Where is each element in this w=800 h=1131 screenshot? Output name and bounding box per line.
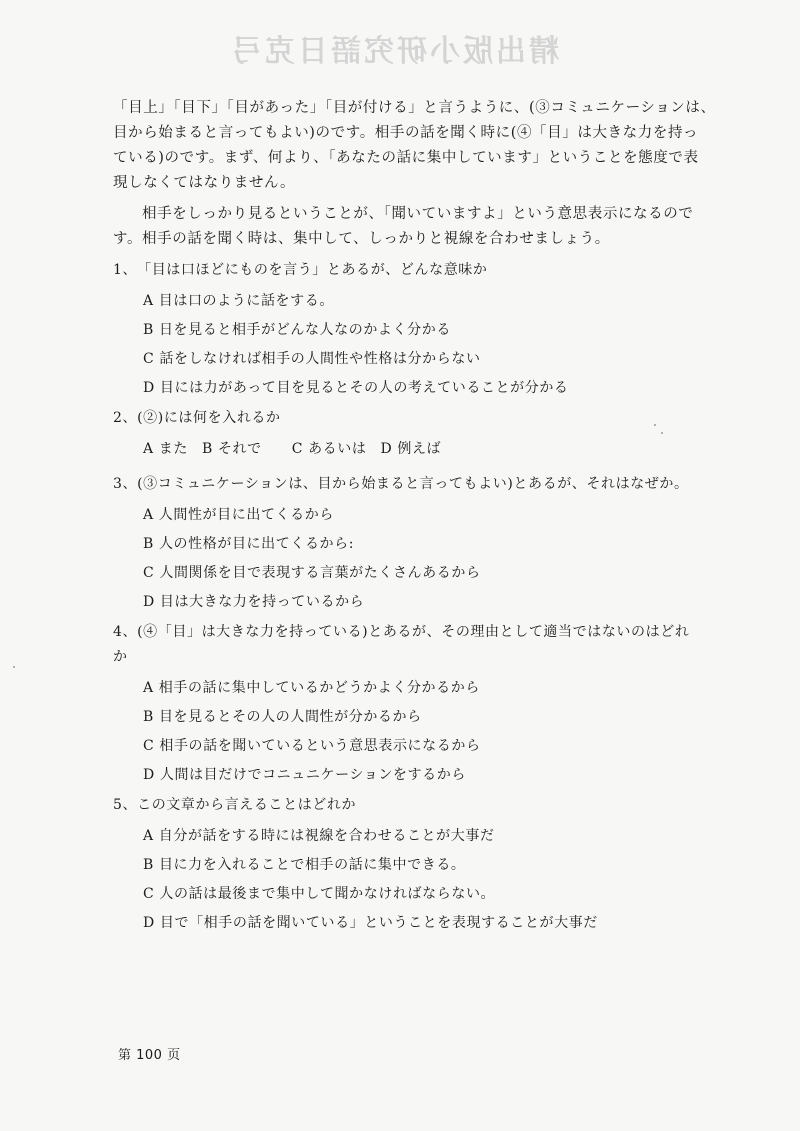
answer-option: B 目を見るとその人の人間性が分かるから [143, 709, 422, 725]
answer-options [143, 437, 679, 466]
answer-option: B 目に力を入れることで相手の話に集中できる。 [143, 857, 466, 873]
question-text: この文章から言えることはどれか [137, 797, 357, 813]
question-text: (③コミュニケーションは、目から始まると言ってもよい)とあるが、それはなぜか。 [137, 476, 689, 492]
passage-line: す。相手の話を聞く時は、集中して、しっかりと視線を合わせましょう。 [113, 231, 610, 247]
passage-line: ている)のです。まず、何より、「あなたの話に集中しています」ということを態度で表 [113, 150, 699, 166]
answer-option: A 人間性が目に出てくるから [143, 507, 334, 523]
answer-option: A 相手の話に集中しているかどうかよく分かるから [143, 680, 480, 696]
header-watermark: 精出版小研究語日克弓 [229, 34, 559, 69]
answer-options [143, 503, 679, 614]
answer-option: C あるいは [291, 441, 367, 457]
answer-option: D 例えば [380, 441, 442, 457]
answer-option: A 自分が話をする時には視線を合わせることが大事だ [143, 828, 495, 844]
question-number: 3、 [113, 476, 138, 492]
answer-options [143, 676, 679, 787]
question-2 [113, 406, 679, 466]
question-text: (④「目」は大きな力を持っている)とあるが、その理由として適当ではないのはどれ [137, 624, 690, 640]
passage-line: 相手をしっかり見るということが、「聞いていますよ」という意思表示になるので [142, 206, 694, 222]
answer-option: D 人間は目だけでコニュニケーションをするから [143, 767, 466, 783]
answer-option: C 話をしなければ相手の人間性や性格は分からない [143, 351, 481, 367]
answer-options [143, 824, 679, 935]
question-number: 2、 [113, 410, 138, 426]
answer-option: A 目は口のように話をする。 [143, 293, 334, 309]
passage-line: 「目上」「目下」「目があった」「目が付ける」と言うように、(③コミュニケーションは、 [113, 100, 716, 116]
question-5 [113, 793, 679, 935]
reading-passage [113, 96, 716, 252]
answer-option: D 目は大きな力を持っているから [143, 594, 365, 610]
question-number: 5、 [113, 797, 138, 813]
question-list [113, 258, 690, 935]
passage-paragraph [113, 96, 716, 196]
question-1 [113, 258, 679, 400]
question-stem [113, 406, 679, 431]
passage-line: 目から始まると言ってもよい)のです。相手の話を聞く時に(④「目」は大きな力を持っ [113, 125, 699, 141]
answer-option: A また [143, 441, 188, 457]
question-stem [113, 793, 679, 818]
question-stem [113, 620, 690, 670]
answer-option: C 人の話は最後まで集中して聞かなければならない。 [143, 886, 496, 902]
answer-option: C 相手の話を聞いているという意思表示になるから [143, 738, 481, 754]
answer-option: D 目には力があって目を見るとその人の考えていることが分かる [143, 380, 569, 396]
passage-line: 現しなくてはなりません。 [113, 175, 296, 191]
answer-options [143, 289, 679, 400]
scan-speck [13, 666, 15, 668]
question-text-continued: か [113, 649, 128, 665]
answer-option: B 人の性格が目に出てくるから: [143, 536, 355, 552]
question-text: (②)には何を入れるか [137, 410, 281, 426]
question-4 [113, 620, 690, 787]
document-page [113, 96, 716, 941]
passage-paragraph [113, 202, 694, 252]
answer-option: C 人間関係を目で表現する言葉がたくさんあるから [143, 565, 481, 581]
question-stem [113, 258, 679, 283]
answer-option: B 日を見ると相手がどんな人なのかよく分かる [143, 322, 451, 338]
question-text: 「目は口ほどにものを言う」とあるが、どんな意味か [137, 262, 488, 278]
scan-speck [654, 424, 656, 426]
question-3 [113, 472, 689, 614]
answer-option: B それで [201, 441, 262, 457]
question-number: 1、 [113, 262, 138, 278]
question-stem [113, 472, 689, 497]
page-number: 第 100 页 [118, 1048, 181, 1063]
question-number: 4、 [113, 624, 138, 640]
answer-option: D 目で「相手の話を聞いている」ということを表現することが大事だ [143, 915, 598, 931]
scan-speck [661, 432, 663, 434]
